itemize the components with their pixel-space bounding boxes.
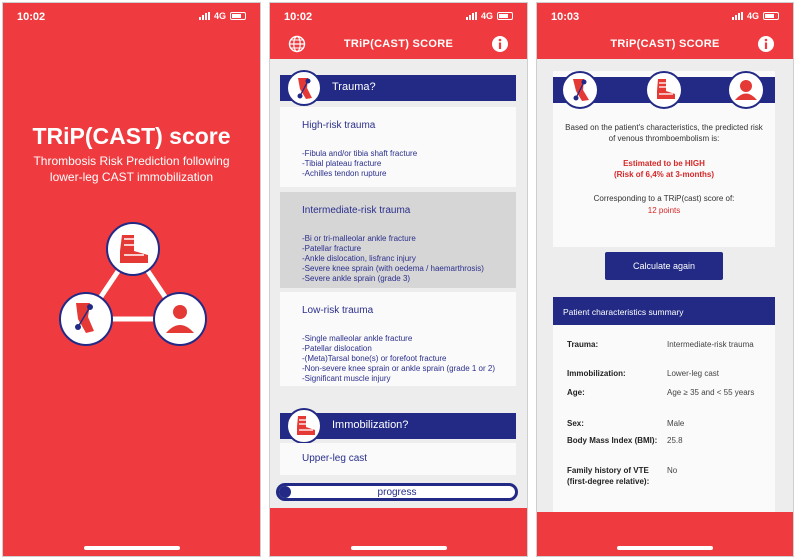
list-item: -(Meta)Tarsal bone(s) or forefoot fracture [302, 354, 447, 363]
option-title: High-risk trauma [302, 120, 376, 131]
summary-key: Family history of VTE (first-degree relative): [567, 466, 650, 486]
list-item: -Achilles tendon rupture [302, 169, 387, 178]
list-item: -Ankle dislocation, lisfranc injury [302, 254, 416, 263]
home-indicator [617, 546, 713, 550]
list-item: -Tibial plateau fracture [302, 159, 382, 168]
calculate-again-button[interactable]: Calculate again [605, 252, 723, 280]
status-time: 10:02 [284, 11, 313, 23]
battery-icon [230, 12, 246, 20]
network-label: 4G [480, 11, 493, 21]
splash-subtitle [3, 153, 260, 185]
result-card [553, 71, 775, 247]
result-score: 12 points [647, 206, 681, 215]
battery-icon [763, 12, 779, 20]
list-item: -Non-severe knee sprain or ankle sprain (grade 1 or 2) [302, 364, 495, 373]
splash-subtitle-line2: lower-leg CAST immobilization [49, 170, 214, 184]
patient-icon [727, 71, 765, 109]
summary-key: Trauma: [567, 340, 599, 349]
option-title: Low-risk trauma [302, 305, 374, 316]
signal-icon [466, 12, 477, 20]
status-bar [3, 3, 260, 29]
signal-icon [732, 12, 743, 20]
list-item: -Significant muscle injury [302, 374, 391, 383]
splash-title: TRiP(CAST) score [32, 123, 231, 149]
trip-cast-logo [58, 221, 208, 351]
result-risk: (Risk of 6,4% at 3-months) [613, 170, 714, 179]
list-item: -Severe ankle sprain (grade 3) [302, 274, 411, 283]
info-icon[interactable] [757, 35, 775, 53]
summary-title: Patient characteristics summary [553, 297, 775, 325]
leg-cast-icon [60, 293, 112, 345]
list-item: -Bi or tri-malleolar ankle fracture [302, 234, 416, 243]
option-upper-leg-cast[interactable] [280, 443, 516, 475]
progress-bar [276, 483, 518, 501]
list-item: -Patellar fracture [302, 244, 362, 253]
status-time: 10:03 [551, 11, 580, 23]
result-screen [536, 2, 794, 557]
network-label: 4G [213, 11, 226, 21]
signal-icon [199, 12, 210, 20]
leg-cast-icon [286, 70, 322, 106]
option-intermediate-risk-trauma[interactable] [280, 192, 516, 288]
list-item: -Patellar dislocation [302, 344, 372, 353]
immobilization-section-label: Immobilization? [332, 419, 409, 431]
summary-key: Sex: [567, 419, 584, 428]
splash-subtitle-line1: Thrombosis Risk Prediction following [33, 154, 230, 168]
summary-key: Age: [567, 388, 585, 397]
home-indicator [351, 546, 447, 550]
battery-icon [497, 12, 513, 20]
summary-value: Lower-leg cast [667, 369, 720, 378]
page-title: TRiP(CAST) SCORE [343, 38, 454, 50]
option-high-risk-trauma[interactable] [280, 107, 516, 187]
list-item: -Severe knee sprain (with oedema / haemarthrosis) [302, 264, 484, 273]
option-list [302, 234, 484, 284]
progress-label: progress [377, 487, 417, 498]
option-low-risk-trauma[interactable] [280, 292, 516, 386]
info-icon[interactable] [491, 35, 509, 53]
option-title: Upper-leg cast [302, 453, 368, 464]
patient-icon [154, 293, 206, 345]
summary-value: Male [667, 419, 685, 428]
option-list [302, 334, 495, 384]
foot-cast-icon [286, 408, 322, 444]
summary-value: Age ≥ 35 and < 55 years [667, 388, 755, 397]
app-header [270, 29, 527, 59]
summary-value: Intermediate-risk trauma [667, 340, 754, 349]
home-indicator [84, 546, 180, 550]
splash-screen [2, 2, 261, 557]
status-bar [537, 3, 793, 29]
trauma-screen [269, 2, 528, 557]
status-time: 10:02 [17, 11, 46, 23]
network-label: 4G [746, 11, 759, 21]
leg-cast-icon [561, 71, 599, 109]
result-estimate: Estimated to be HIGH [623, 159, 705, 168]
option-title: Intermediate-risk trauma [302, 205, 411, 216]
option-list [302, 149, 417, 179]
result-intro: Based on the patient's characteristics, the predicted risk of venous thromboembolism is: [565, 123, 763, 143]
list-item: -Fibula and/or tibia shaft fracture [302, 149, 418, 158]
app-header [537, 29, 793, 59]
trauma-section-label: Trauma? [332, 81, 376, 93]
summary-key: Body Mass Index (BMI): [567, 436, 658, 445]
summary-value: 25.8 [667, 436, 683, 445]
page-title: TRiP(CAST) SCORE [610, 38, 720, 50]
summary-value: No [667, 466, 678, 475]
foot-cast-icon [645, 71, 683, 109]
status-bar [270, 3, 527, 29]
foot-cast-icon [107, 223, 159, 275]
list-item: -Single malleolar ankle fracture [302, 334, 413, 343]
summary-key: Immobilization: [567, 369, 626, 378]
result-score-intro: Corresponding to a TRiP(cast) score of: [593, 194, 735, 203]
